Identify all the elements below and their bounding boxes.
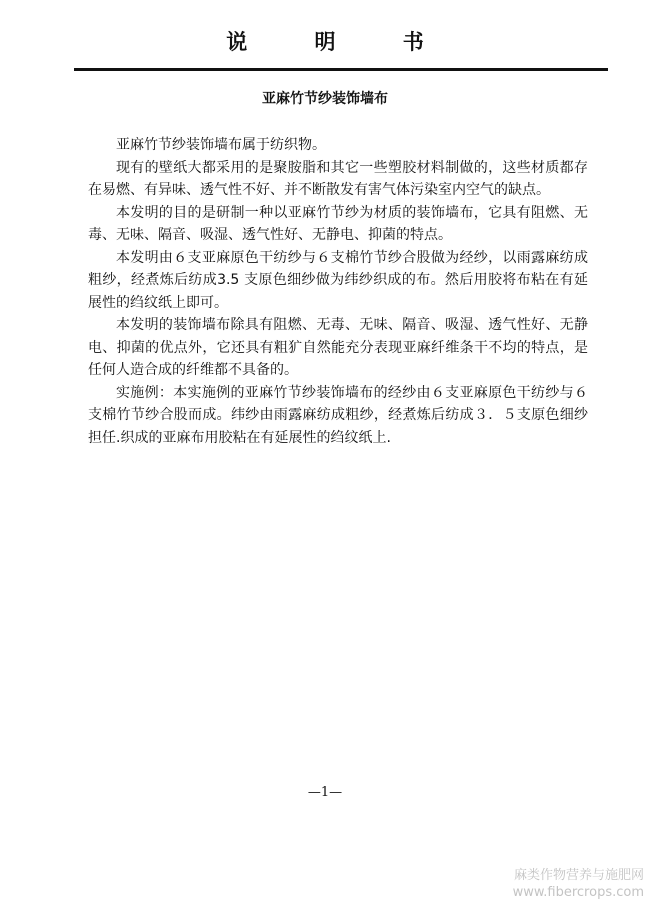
- watermark-url: www.fibercrops.com: [512, 885, 644, 900]
- paragraph-4: 本发明由６支亚麻原色干纺纱与６支棉竹节纱合股做为经纱，以雨露麻纺成粗纱，经煮炼后纺成3.5 支原色细纱做为纬纱织成的布。然后用胶将布粘在有延展性的绉纹纸上即可。: [88, 249, 588, 311]
- header-divider: [74, 68, 608, 71]
- paragraph-5: 本发明的装饰墙布除具有阻燃、无毒、无味、隔音、吸湿、透气性好、无静电、抑菌的优点外，它还具有粗犷自然能充分表现亚麻纤维条干不均的特点，是任何人造合成的纤维都不具备的。: [88, 317, 588, 378]
- document-title: 亚麻竹节纱装饰墙布: [262, 91, 388, 107]
- paragraph-6: 实施例：本实施例的亚麻竹节纱装饰墙布的经纱由６支亚麻原色干纺纱与６支棉竹节纱合股而成。纬纱由雨露麻纺成粗纱，经煮炼后纺成３．５支原色细纱担任.织成的亚麻布用胶粘在有延展性的绉纹纸上.: [88, 384, 588, 446]
- watermark-site-name: 麻类作物营养与施肥网: [513, 868, 644, 883]
- document-body: [88, 134, 588, 449]
- page-header-title: 说 明 书: [226, 30, 454, 54]
- paragraph-2: 现有的壁纸大都采用的是聚胺脂和其它一些塑胶材料制做的，这些材质都存在易燃、有异味、透气性不好、并不断散发有害气体污染室内空气的缺点。: [88, 159, 588, 198]
- page-number: —1—: [307, 785, 343, 800]
- paragraph-1: 亚麻竹节纱装饰墙布属于纺织物。: [116, 137, 326, 153]
- watermark: [513, 867, 644, 901]
- paragraph-3: 本发明的目的是研制一种以亚麻竹节纱为材质的装饰墙布，它具有阻燃、无毒、无味、隔音、吸湿、透气性好、无静电、抑菌的特点。: [88, 204, 588, 243]
